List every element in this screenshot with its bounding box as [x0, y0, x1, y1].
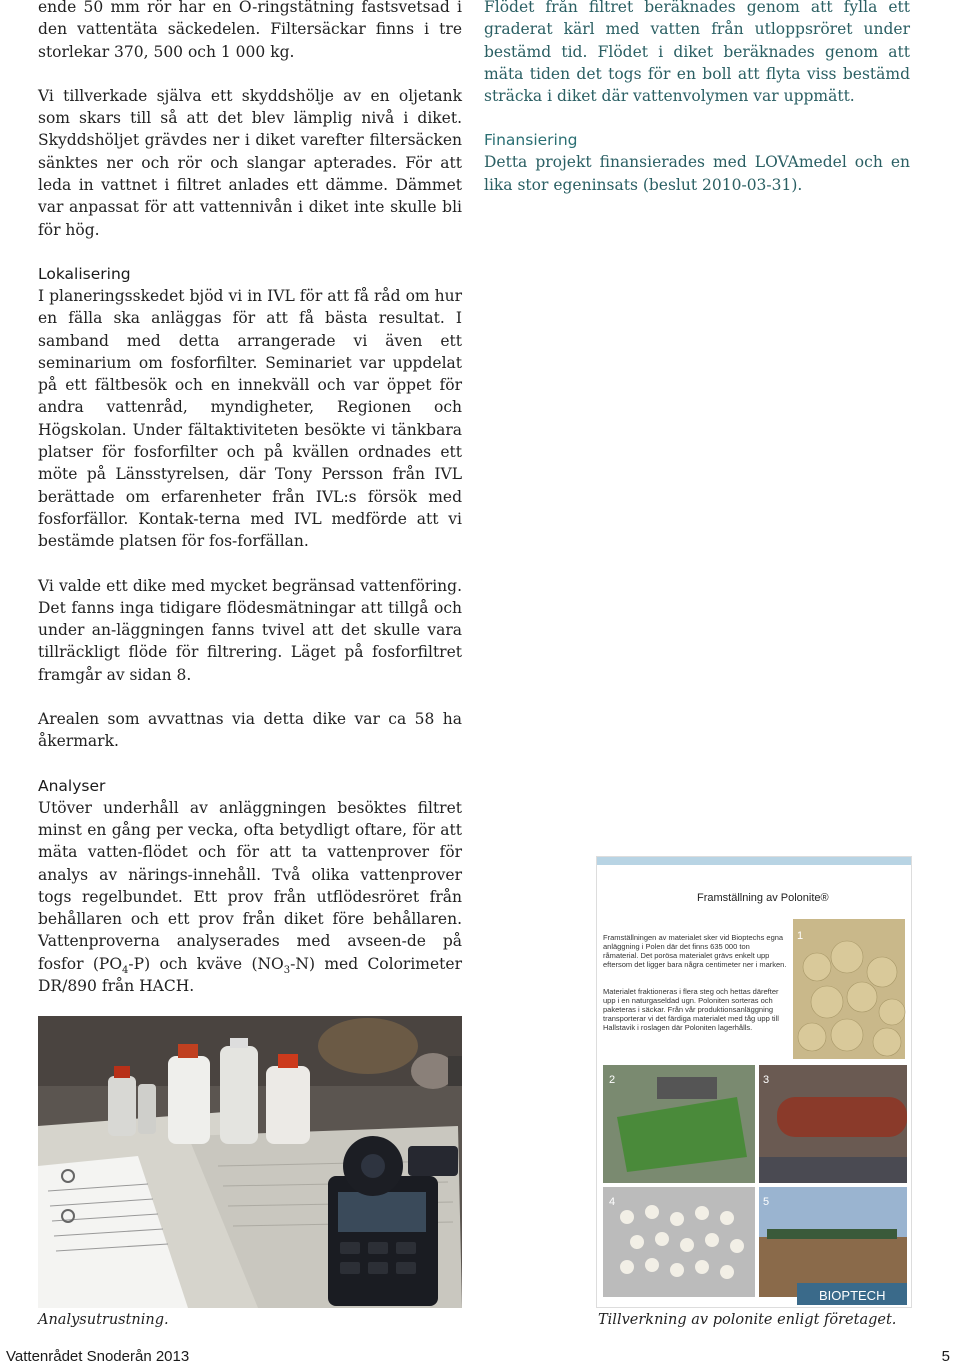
photo-analysis-equipment — [38, 1016, 462, 1308]
left-column — [38, 0, 462, 997]
poster-number: 5 — [763, 1196, 770, 1208]
section-heading-lokalisering: Lokalisering — [38, 264, 131, 283]
caption-left: Analysutrustning. — [38, 1312, 169, 1328]
poster-title: Framställning av Polonite® — [697, 892, 829, 904]
poster-number: 1 — [797, 930, 804, 942]
paragraph: Detta projekt finansierades med LOVAmedel och en lika stor egeninsats (beslut 2010-03-31). — [484, 153, 910, 194]
poster-text: Framställningen av materialet sker vid Bioptechs egna anläggning i Polen där det finns 635 000 ton råmaterial. Det porösa materialet grävs enkelt upp eftersom det ligger bara några centimeter ner i marken. — [603, 933, 787, 969]
paragraph: Vi valde ett dike med mycket begränsad vattenföring. Det fanns inga tidigare flödesmätningar att tillgå och under an-läggningen fanns tvivel att det skulle vara tillräckligt flöde för filtrering. Läget på fosforfiltret framgår av sidan 8. — [38, 576, 462, 684]
paragraph: I planeringsskedet bjöd vi in IVL för att få råd om hur en fälla ska anläggas för att få bästa resultat. I samband med detta arrangerade vi även ett seminarium om fosforfilter. Seminariet var uppdelat på ett fältbesök och en innekväll och var öppet för andra vattenråd, myndigheter, Regionen och Högskolan. Under fältaktiviteten besökte vi tänkbara platser för fosforfilter och på kvällen ordnades ett möte på Länsstyrelsen, där Tony Persson från IVL berättade om erfarenheter från IVL:s försök med fosforfällor. Kontak-terna med IVL medförde att vi bestämde platsen för fos-forfällan. — [38, 286, 462, 551]
poster-brand: BIOPTECH — [819, 1288, 886, 1303]
paragraph: Flödet från filtret beräknades genom att fylla ett graderat kärl med vatten från utloppsröret under bestämd tid. Flödet i diket beräknades genom att mäta tiden det togs för en boll att flyta viss bestämd sträcka i diket där vattenvolymen var uppmätt. — [484, 0, 910, 106]
section-heading-analyser: Analyser — [38, 776, 106, 795]
paragraph: Vi tillverkade själva ett skyddshölje av en oljetank som skars till så att det blev lämplig nivå i diket. Skyddshöljet grävdes ner i diket varefter filtersäcken sänktes ner och rör och slangar apterades. För att leda in vattnet i filtret anlades ett dämme. Dämmet var anpassat för att vattennivån i diket inte skulle bli för hög. — [38, 86, 462, 239]
section-heading-finansiering: Finansiering — [484, 131, 578, 150]
right-column — [484, 0, 910, 196]
paragraph: Arealen som avvattnas via detta dike var ca 58 ha åkermark. — [38, 710, 462, 751]
poster-text: Materialet fraktioneras i flera steg och hettas därefter upp i en naturgaseldad ugn. Poloniten sorteras och paketeras i säckar. Från vår produktionsanläggning transporterar vi det färdiga materialet med tåg upp till Hallstavik i roslagen där Poloniten lagerhålls. — [603, 987, 779, 1032]
page-number: 5 — [941, 1348, 950, 1365]
paragraph: ende 50 mm rör har en O-ringstätning fastsvetsad i den vattentäta säckedelen. Filtersäckar finns i tre storlekar 370, 500 och 1 000 kg. — [38, 0, 462, 61]
photo-polonite-poster — [596, 856, 912, 1308]
poster-number: 4 — [609, 1196, 616, 1208]
poster-number: 2 — [609, 1074, 616, 1086]
poster-number: 3 — [763, 1074, 770, 1086]
caption-right: Tillverkning av polonite enligt företaget. — [598, 1312, 897, 1328]
paragraph: Utöver underhåll av anläggningen besöktes filtret minst en gång per vecka, ofta betydligt oftare, för att mäta vatten-flödet och för att ta vattenprover för analys av närings-innehåll. Två olika vattenprover togs regelbundet. Ett prov från utflödesröret från behållaren och ett prov från diket före behållaren. Vattenproverna analyserades med avseen-de på fosfor $(PO_4-P)$ och kväve $(NO_3-N)$ med Colorimeter DR/890 från HACH. — [38, 798, 462, 995]
footer-title: Vattenrådet Snoderån 2013 — [6, 1348, 190, 1365]
